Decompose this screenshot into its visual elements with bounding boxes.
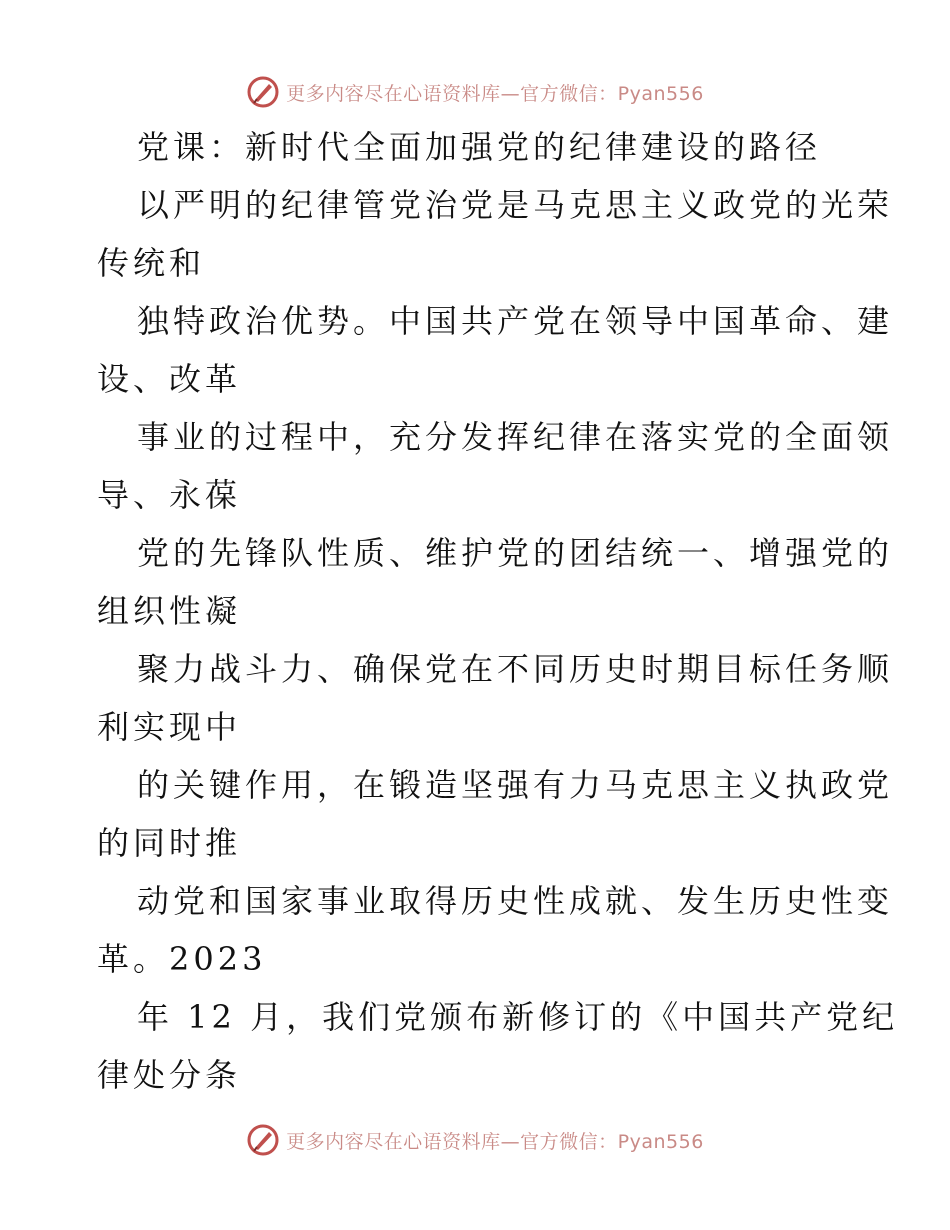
paragraph-line: 党的先锋队性质、维护党的团结统一、增强党的 <box>137 534 894 572</box>
paragraph-line: 的同时推 <box>97 824 242 862</box>
paragraph-line: 年 12 月，我们党颁布新修订的《中国共产党纪 <box>137 998 899 1036</box>
paragraph-line: 独特政治优势。中国共产党在领导中国革命、建 <box>137 302 894 340</box>
paragraph-line: 革。2023 <box>97 940 267 978</box>
header-watermark <box>0 72 950 112</box>
footer-watermark <box>0 1120 950 1160</box>
quill-seal-icon <box>246 1123 280 1157</box>
paragraph-line: 组织性凝 <box>97 592 242 630</box>
paragraph-line: 事业的过程中，充分发挥纪律在落实党的全面领 <box>137 418 894 456</box>
document-body <box>97 118 899 1104</box>
paragraph-line: 动党和国家事业取得历史性成就、发生历史性变 <box>137 882 894 920</box>
paragraph-line: 导、永葆 <box>97 476 242 514</box>
paragraph-line: 律处分条 <box>97 1056 242 1094</box>
paragraph-line: 以严明的纪律管党治党是马克思主义政党的光荣 <box>137 186 894 224</box>
paragraph-line: 聚力战斗力、确保党在不同历史时期目标任务顺 <box>137 650 894 688</box>
paragraph-line: 传统和 <box>97 244 206 282</box>
document-title: 党课：新时代全面加强党的纪律建设的路径 <box>137 128 822 166</box>
watermark-text: 更多内容尽在心语资料库—官方微信：Pyan556 <box>286 1130 704 1153</box>
quill-seal-icon <box>246 75 280 109</box>
paragraph-line: 的关键作用，在锻造坚强有力马克思主义执政党 <box>137 766 894 804</box>
paragraph-line: 设、改革 <box>97 360 242 398</box>
watermark-text: 更多内容尽在心语资料库—官方微信：Pyan556 <box>286 82 704 105</box>
paragraph-line: 利实现中 <box>97 708 242 746</box>
